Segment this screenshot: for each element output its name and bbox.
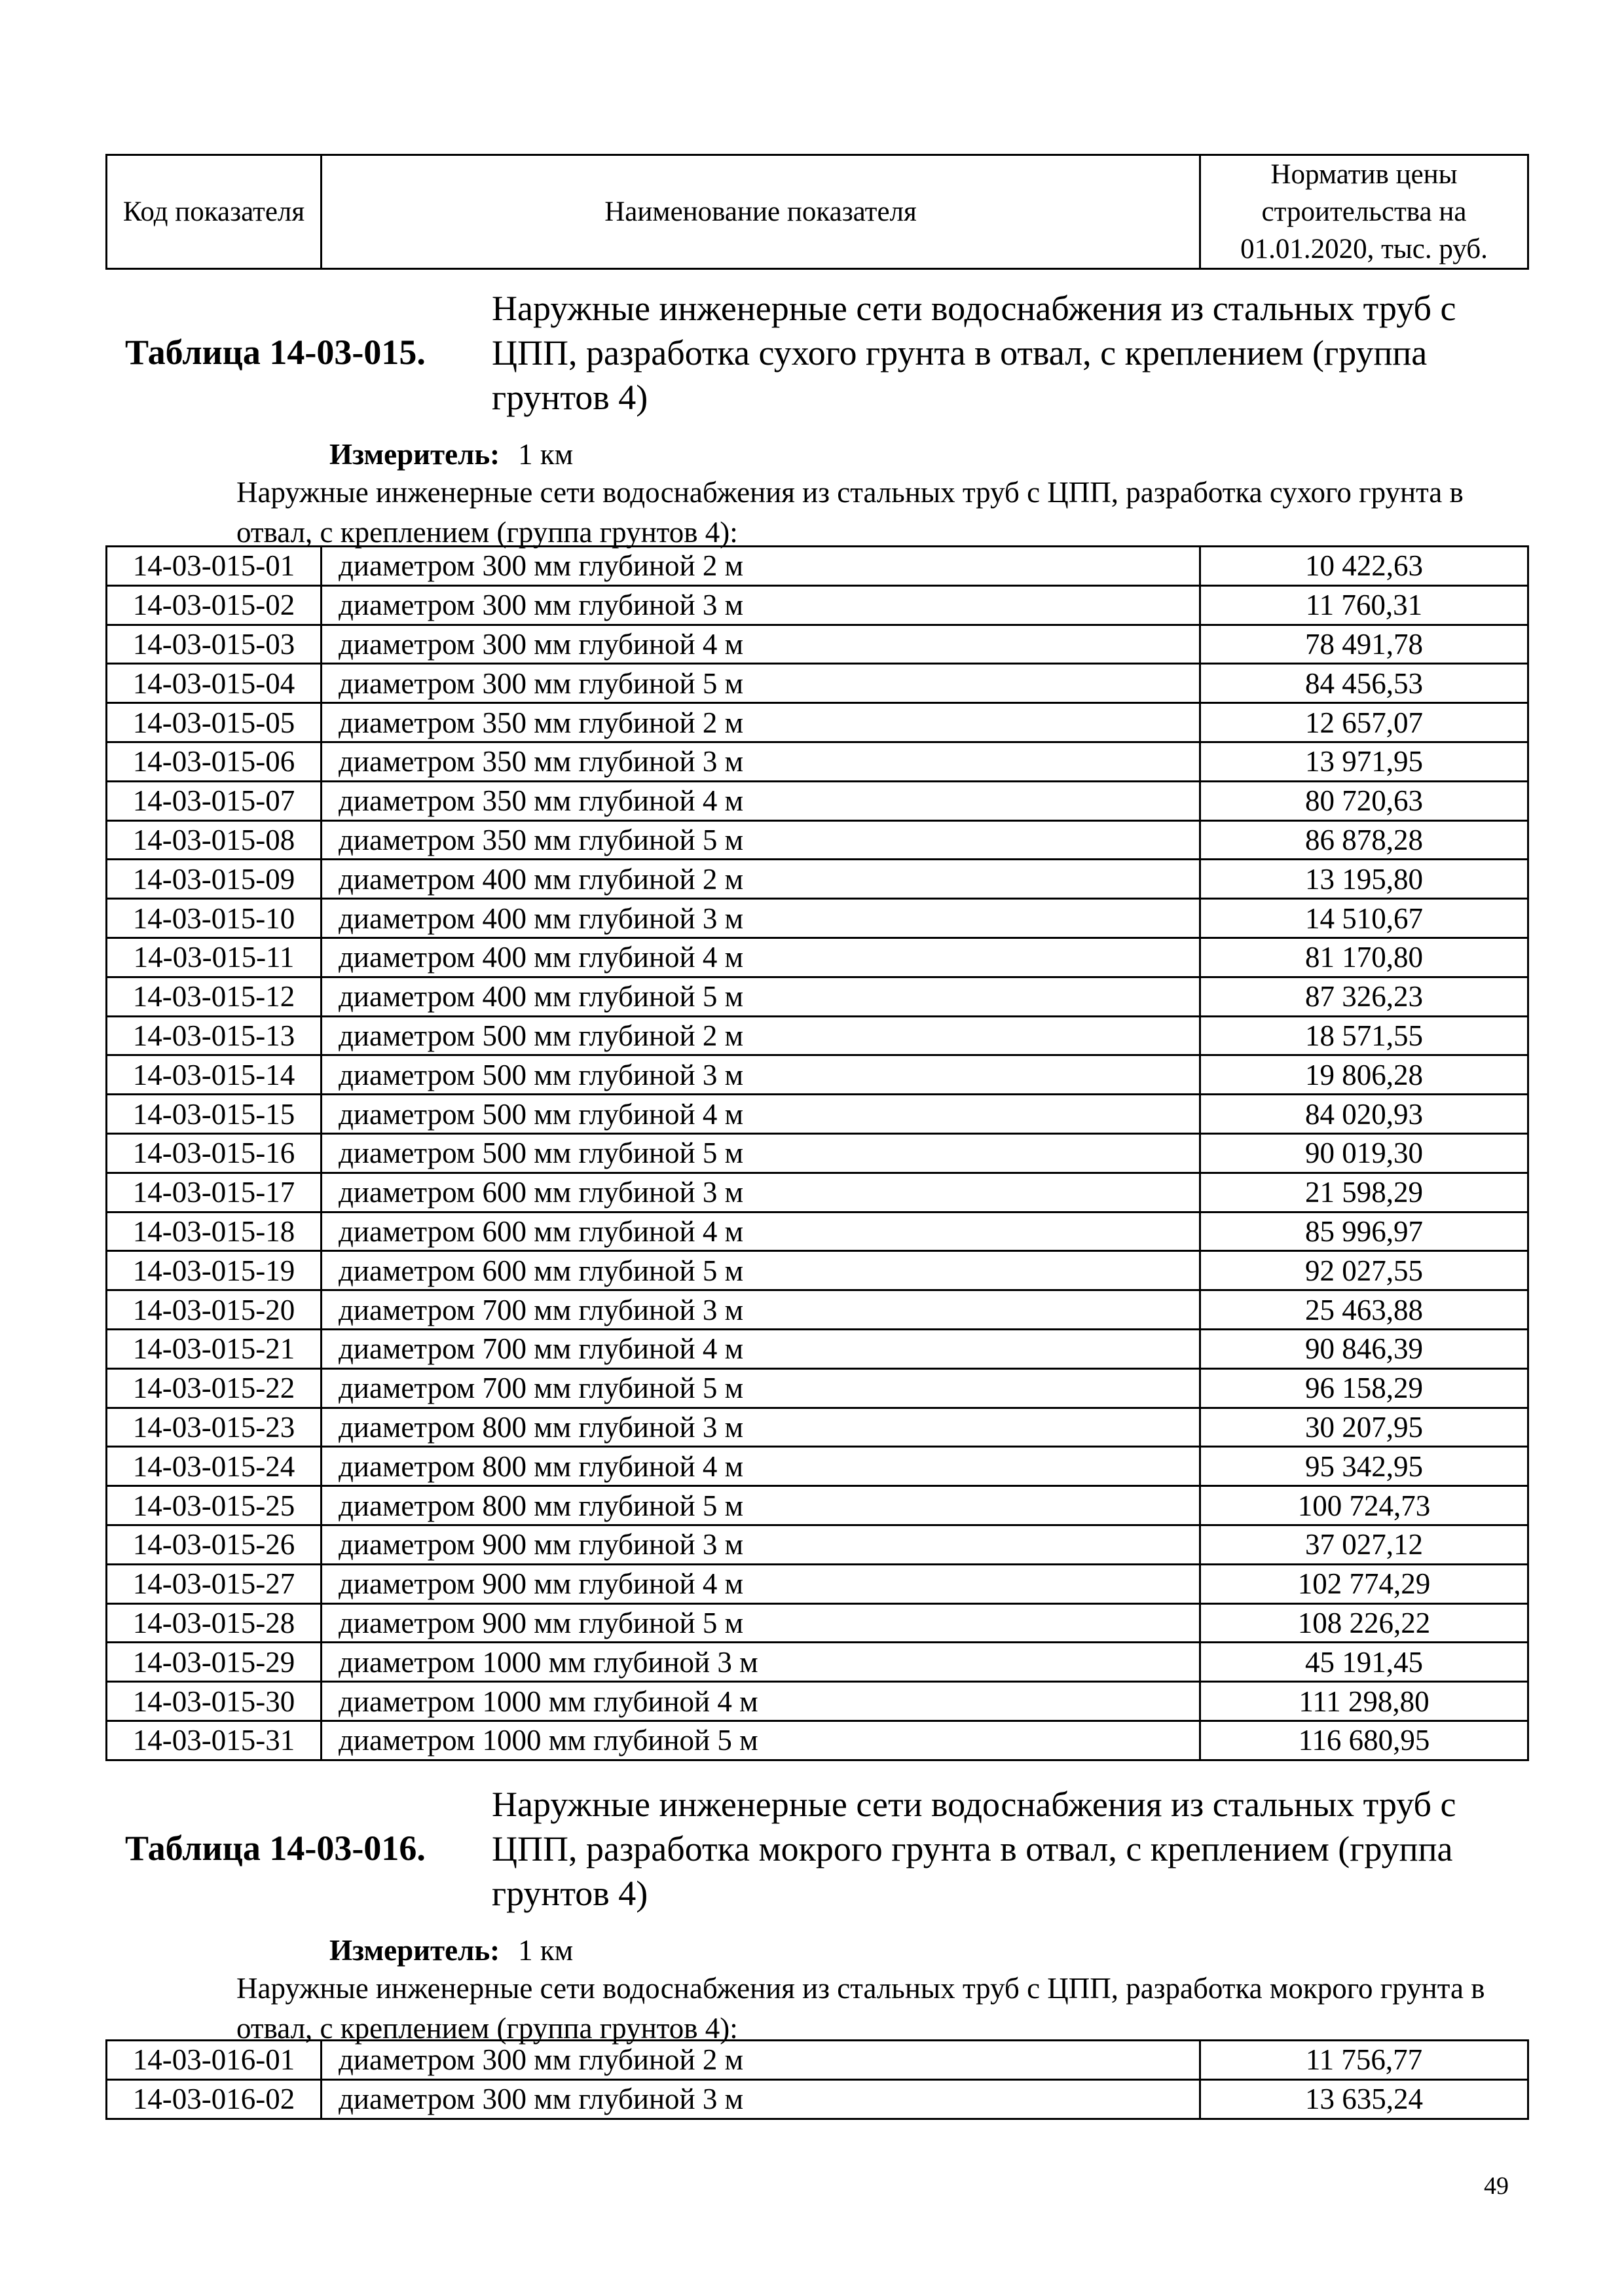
meter-label: Измеритель: bbox=[329, 1934, 500, 1967]
row-code: 14-03-015-05 bbox=[107, 703, 322, 742]
row-price: 13 971,95 bbox=[1200, 742, 1528, 781]
table-row bbox=[107, 1721, 1528, 1760]
row-code: 14-03-015-16 bbox=[107, 1133, 322, 1173]
row-name: диаметром 300 мм глубиной 2 м bbox=[322, 547, 1200, 586]
table-row bbox=[107, 742, 1528, 781]
row-price: 45 191,45 bbox=[1200, 1643, 1528, 1682]
row-price: 108 226,22 bbox=[1200, 1603, 1528, 1643]
table-row bbox=[107, 547, 1528, 586]
row-name: диаметром 500 мм глубиной 5 м bbox=[322, 1133, 1200, 1173]
row-price: 90 019,30 bbox=[1200, 1133, 1528, 1173]
row-code: 14-03-015-11 bbox=[107, 938, 322, 977]
row-code: 14-03-015-08 bbox=[107, 820, 322, 860]
row-price: 92 027,55 bbox=[1200, 1251, 1528, 1290]
row-code: 14-03-015-07 bbox=[107, 781, 322, 820]
row-name: диаметром 400 мм глубиной 4 м bbox=[322, 938, 1200, 977]
header-code: Код показателя bbox=[107, 155, 322, 269]
row-code: 14-03-016-02 bbox=[107, 2079, 322, 2119]
table-row bbox=[107, 938, 1528, 977]
row-code: 14-03-015-19 bbox=[107, 1251, 322, 1290]
row-price: 13 635,24 bbox=[1200, 2079, 1528, 2119]
row-price: 100 724,73 bbox=[1200, 1486, 1528, 1525]
table-row bbox=[107, 1173, 1528, 1212]
header-price: Норматив цены строительства на 01.01.2020, тыс. руб. bbox=[1200, 155, 1528, 269]
table1-intro: Наружные инженерные сети водоснабжения из стальных труб с ЦПП, разработка сухого грунта в отвал, с креплением (группа грунтов 4): bbox=[236, 476, 1464, 549]
row-name: диаметром 300 мм глубиной 4 м bbox=[322, 625, 1200, 664]
row-name: диаметром 1000 мм глубиной 3 м bbox=[322, 1643, 1200, 1682]
row-code: 14-03-015-25 bbox=[107, 1486, 322, 1525]
row-code: 14-03-015-17 bbox=[107, 1173, 322, 1212]
table-row bbox=[107, 664, 1528, 703]
row-code: 14-03-016-01 bbox=[107, 2041, 322, 2080]
row-name: диаметром 300 мм глубиной 2 м bbox=[322, 2041, 1200, 2080]
table2-description: Наружные инженерные сети водоснабжения из стальных труб с ЦПП, разработка мокрого грунта в отвал, с креплением (группа грунтов 4) bbox=[492, 1785, 1456, 1913]
row-code: 14-03-015-10 bbox=[107, 899, 322, 938]
meter-label: Измеритель: bbox=[329, 438, 500, 471]
row-price: 14 510,67 bbox=[1200, 899, 1528, 938]
table-row bbox=[107, 1016, 1528, 1055]
row-name: диаметром 350 мм глубиной 4 м bbox=[322, 781, 1200, 820]
row-price: 21 598,29 bbox=[1200, 1173, 1528, 1212]
row-price: 78 491,78 bbox=[1200, 625, 1528, 664]
table-row bbox=[107, 1486, 1528, 1525]
row-name: диаметром 350 мм глубиной 3 м bbox=[322, 742, 1200, 781]
table-row bbox=[107, 1251, 1528, 1290]
header-name: Наименование показателя bbox=[322, 155, 1200, 269]
row-code: 14-03-015-31 bbox=[107, 1721, 322, 1760]
row-code: 14-03-015-12 bbox=[107, 977, 322, 1016]
row-name: диаметром 700 мм глубиной 3 м bbox=[322, 1290, 1200, 1330]
row-price: 11 756,77 bbox=[1200, 2041, 1528, 2080]
row-price: 102 774,29 bbox=[1200, 1564, 1528, 1603]
row-code: 14-03-015-24 bbox=[107, 1447, 322, 1486]
row-code: 14-03-015-01 bbox=[107, 547, 322, 586]
row-name: диаметром 350 мм глубиной 5 м bbox=[322, 820, 1200, 860]
table2-rows bbox=[105, 2039, 1529, 2120]
page-number: 49 bbox=[1484, 2172, 1509, 2200]
table-row bbox=[107, 781, 1528, 820]
row-name: диаметром 500 мм глубиной 3 м bbox=[322, 1055, 1200, 1095]
column-header-table bbox=[105, 154, 1529, 270]
row-code: 14-03-015-27 bbox=[107, 1564, 322, 1603]
row-price: 19 806,28 bbox=[1200, 1055, 1528, 1095]
row-name: диаметром 1000 мм глубиной 4 м bbox=[322, 1682, 1200, 1721]
row-code: 14-03-015-09 bbox=[107, 860, 322, 899]
row-name: диаметром 700 мм глубиной 4 м bbox=[322, 1329, 1200, 1368]
row-name: диаметром 800 мм глубиной 5 м bbox=[322, 1486, 1200, 1525]
table2-title: Таблица 14-03-016. bbox=[125, 1829, 426, 1868]
row-code: 14-03-015-22 bbox=[107, 1368, 322, 1408]
table-row bbox=[107, 1290, 1528, 1330]
row-code: 14-03-015-15 bbox=[107, 1095, 322, 1134]
row-name: диаметром 400 мм глубиной 5 м bbox=[322, 977, 1200, 1016]
row-price: 111 298,80 bbox=[1200, 1682, 1528, 1721]
row-code: 14-03-015-03 bbox=[107, 625, 322, 664]
meter-value: 1 км bbox=[518, 1934, 574, 1967]
table1-title: Таблица 14-03-015. bbox=[125, 333, 426, 372]
table-row bbox=[107, 1525, 1528, 1564]
table-row bbox=[107, 703, 1528, 742]
row-name: диаметром 600 мм глубиной 5 м bbox=[322, 1251, 1200, 1290]
table-row bbox=[107, 1603, 1528, 1643]
row-price: 84 456,53 bbox=[1200, 664, 1528, 703]
table2-intro: Наружные инженерные сети водоснабжения из стальных труб с ЦПП, разработка мокрого грунта в отвал, с креплением (группа грунтов 4): bbox=[236, 1972, 1485, 2045]
row-name: диаметром 300 мм глубиной 3 м bbox=[322, 585, 1200, 625]
row-name: диаметром 500 мм глубиной 2 м bbox=[322, 1016, 1200, 1055]
row-code: 14-03-015-28 bbox=[107, 1603, 322, 1643]
table1-meter bbox=[329, 437, 573, 472]
table-row bbox=[107, 1095, 1528, 1134]
row-name: диаметром 350 мм глубиной 2 м bbox=[322, 703, 1200, 742]
row-name: диаметром 800 мм глубиной 3 м bbox=[322, 1408, 1200, 1447]
table-row bbox=[107, 625, 1528, 664]
table-row bbox=[107, 585, 1528, 625]
row-price: 87 326,23 bbox=[1200, 977, 1528, 1016]
table-row bbox=[107, 1133, 1528, 1173]
row-code: 14-03-015-13 bbox=[107, 1016, 322, 1055]
table-row bbox=[107, 1643, 1528, 1682]
table-row bbox=[107, 977, 1528, 1016]
row-price: 12 657,07 bbox=[1200, 703, 1528, 742]
row-price: 13 195,80 bbox=[1200, 860, 1528, 899]
table-row bbox=[107, 1055, 1528, 1095]
row-name: диаметром 500 мм глубиной 4 м bbox=[322, 1095, 1200, 1134]
row-name: диаметром 900 мм глубиной 3 м bbox=[322, 1525, 1200, 1564]
table-row bbox=[107, 1212, 1528, 1251]
row-code: 14-03-015-02 bbox=[107, 585, 322, 625]
row-code: 14-03-015-29 bbox=[107, 1643, 322, 1682]
row-name: диаметром 700 мм глубиной 5 м bbox=[322, 1368, 1200, 1408]
row-code: 14-03-015-23 bbox=[107, 1408, 322, 1447]
row-name: диаметром 300 мм глубиной 5 м bbox=[322, 664, 1200, 703]
row-price: 84 020,93 bbox=[1200, 1095, 1528, 1134]
row-code: 14-03-015-18 bbox=[107, 1212, 322, 1251]
row-code: 14-03-015-30 bbox=[107, 1682, 322, 1721]
row-name: диаметром 600 мм глубиной 4 м bbox=[322, 1212, 1200, 1251]
row-price: 80 720,63 bbox=[1200, 781, 1528, 820]
table1-rows bbox=[105, 545, 1529, 1761]
row-code: 14-03-015-14 bbox=[107, 1055, 322, 1095]
row-code: 14-03-015-20 bbox=[107, 1290, 322, 1330]
table-row bbox=[107, 1408, 1528, 1447]
row-price: 10 422,63 bbox=[1200, 547, 1528, 586]
table-row bbox=[107, 899, 1528, 938]
row-name: диаметром 900 мм глубиной 4 м bbox=[322, 1564, 1200, 1603]
table-row bbox=[107, 2079, 1528, 2119]
row-price: 81 170,80 bbox=[1200, 938, 1528, 977]
table-row bbox=[107, 1564, 1528, 1603]
table1-description: Наружные инженерные сети водоснабжения из стальных труб с ЦПП, разработка сухого грунта в отвал, с креплением (группа грунтов 4) bbox=[492, 289, 1456, 417]
table-row bbox=[107, 1329, 1528, 1368]
row-price: 37 027,12 bbox=[1200, 1525, 1528, 1564]
row-price: 116 680,95 bbox=[1200, 1721, 1528, 1760]
table2-meter bbox=[329, 1933, 573, 1968]
row-name: диаметром 1000 мм глубиной 5 м bbox=[322, 1721, 1200, 1760]
meter-value: 1 км bbox=[518, 438, 574, 471]
row-price: 86 878,28 bbox=[1200, 820, 1528, 860]
row-price: 95 342,95 bbox=[1200, 1447, 1528, 1486]
table-row bbox=[107, 860, 1528, 899]
row-name: диаметром 400 мм глубиной 2 м bbox=[322, 860, 1200, 899]
table-row bbox=[107, 1682, 1528, 1721]
table-row bbox=[107, 820, 1528, 860]
table-row bbox=[107, 2041, 1528, 2080]
table-row bbox=[107, 1447, 1528, 1486]
row-price: 30 207,95 bbox=[1200, 1408, 1528, 1447]
row-code: 14-03-015-21 bbox=[107, 1329, 322, 1368]
row-price: 18 571,55 bbox=[1200, 1016, 1528, 1055]
row-name: диаметром 400 мм глубиной 3 м bbox=[322, 899, 1200, 938]
row-price: 11 760,31 bbox=[1200, 585, 1528, 625]
row-name: диаметром 800 мм глубиной 4 м bbox=[322, 1447, 1200, 1486]
row-code: 14-03-015-06 bbox=[107, 742, 322, 781]
row-name: диаметром 900 мм глубиной 5 м bbox=[322, 1603, 1200, 1643]
row-name: диаметром 300 мм глубиной 3 м bbox=[322, 2079, 1200, 2119]
row-price: 90 846,39 bbox=[1200, 1329, 1528, 1368]
row-price: 96 158,29 bbox=[1200, 1368, 1528, 1408]
row-price: 85 996,97 bbox=[1200, 1212, 1528, 1251]
row-code: 14-03-015-26 bbox=[107, 1525, 322, 1564]
row-price: 25 463,88 bbox=[1200, 1290, 1528, 1330]
row-code: 14-03-015-04 bbox=[107, 664, 322, 703]
table-row bbox=[107, 1368, 1528, 1408]
row-name: диаметром 600 мм глубиной 3 м bbox=[322, 1173, 1200, 1212]
